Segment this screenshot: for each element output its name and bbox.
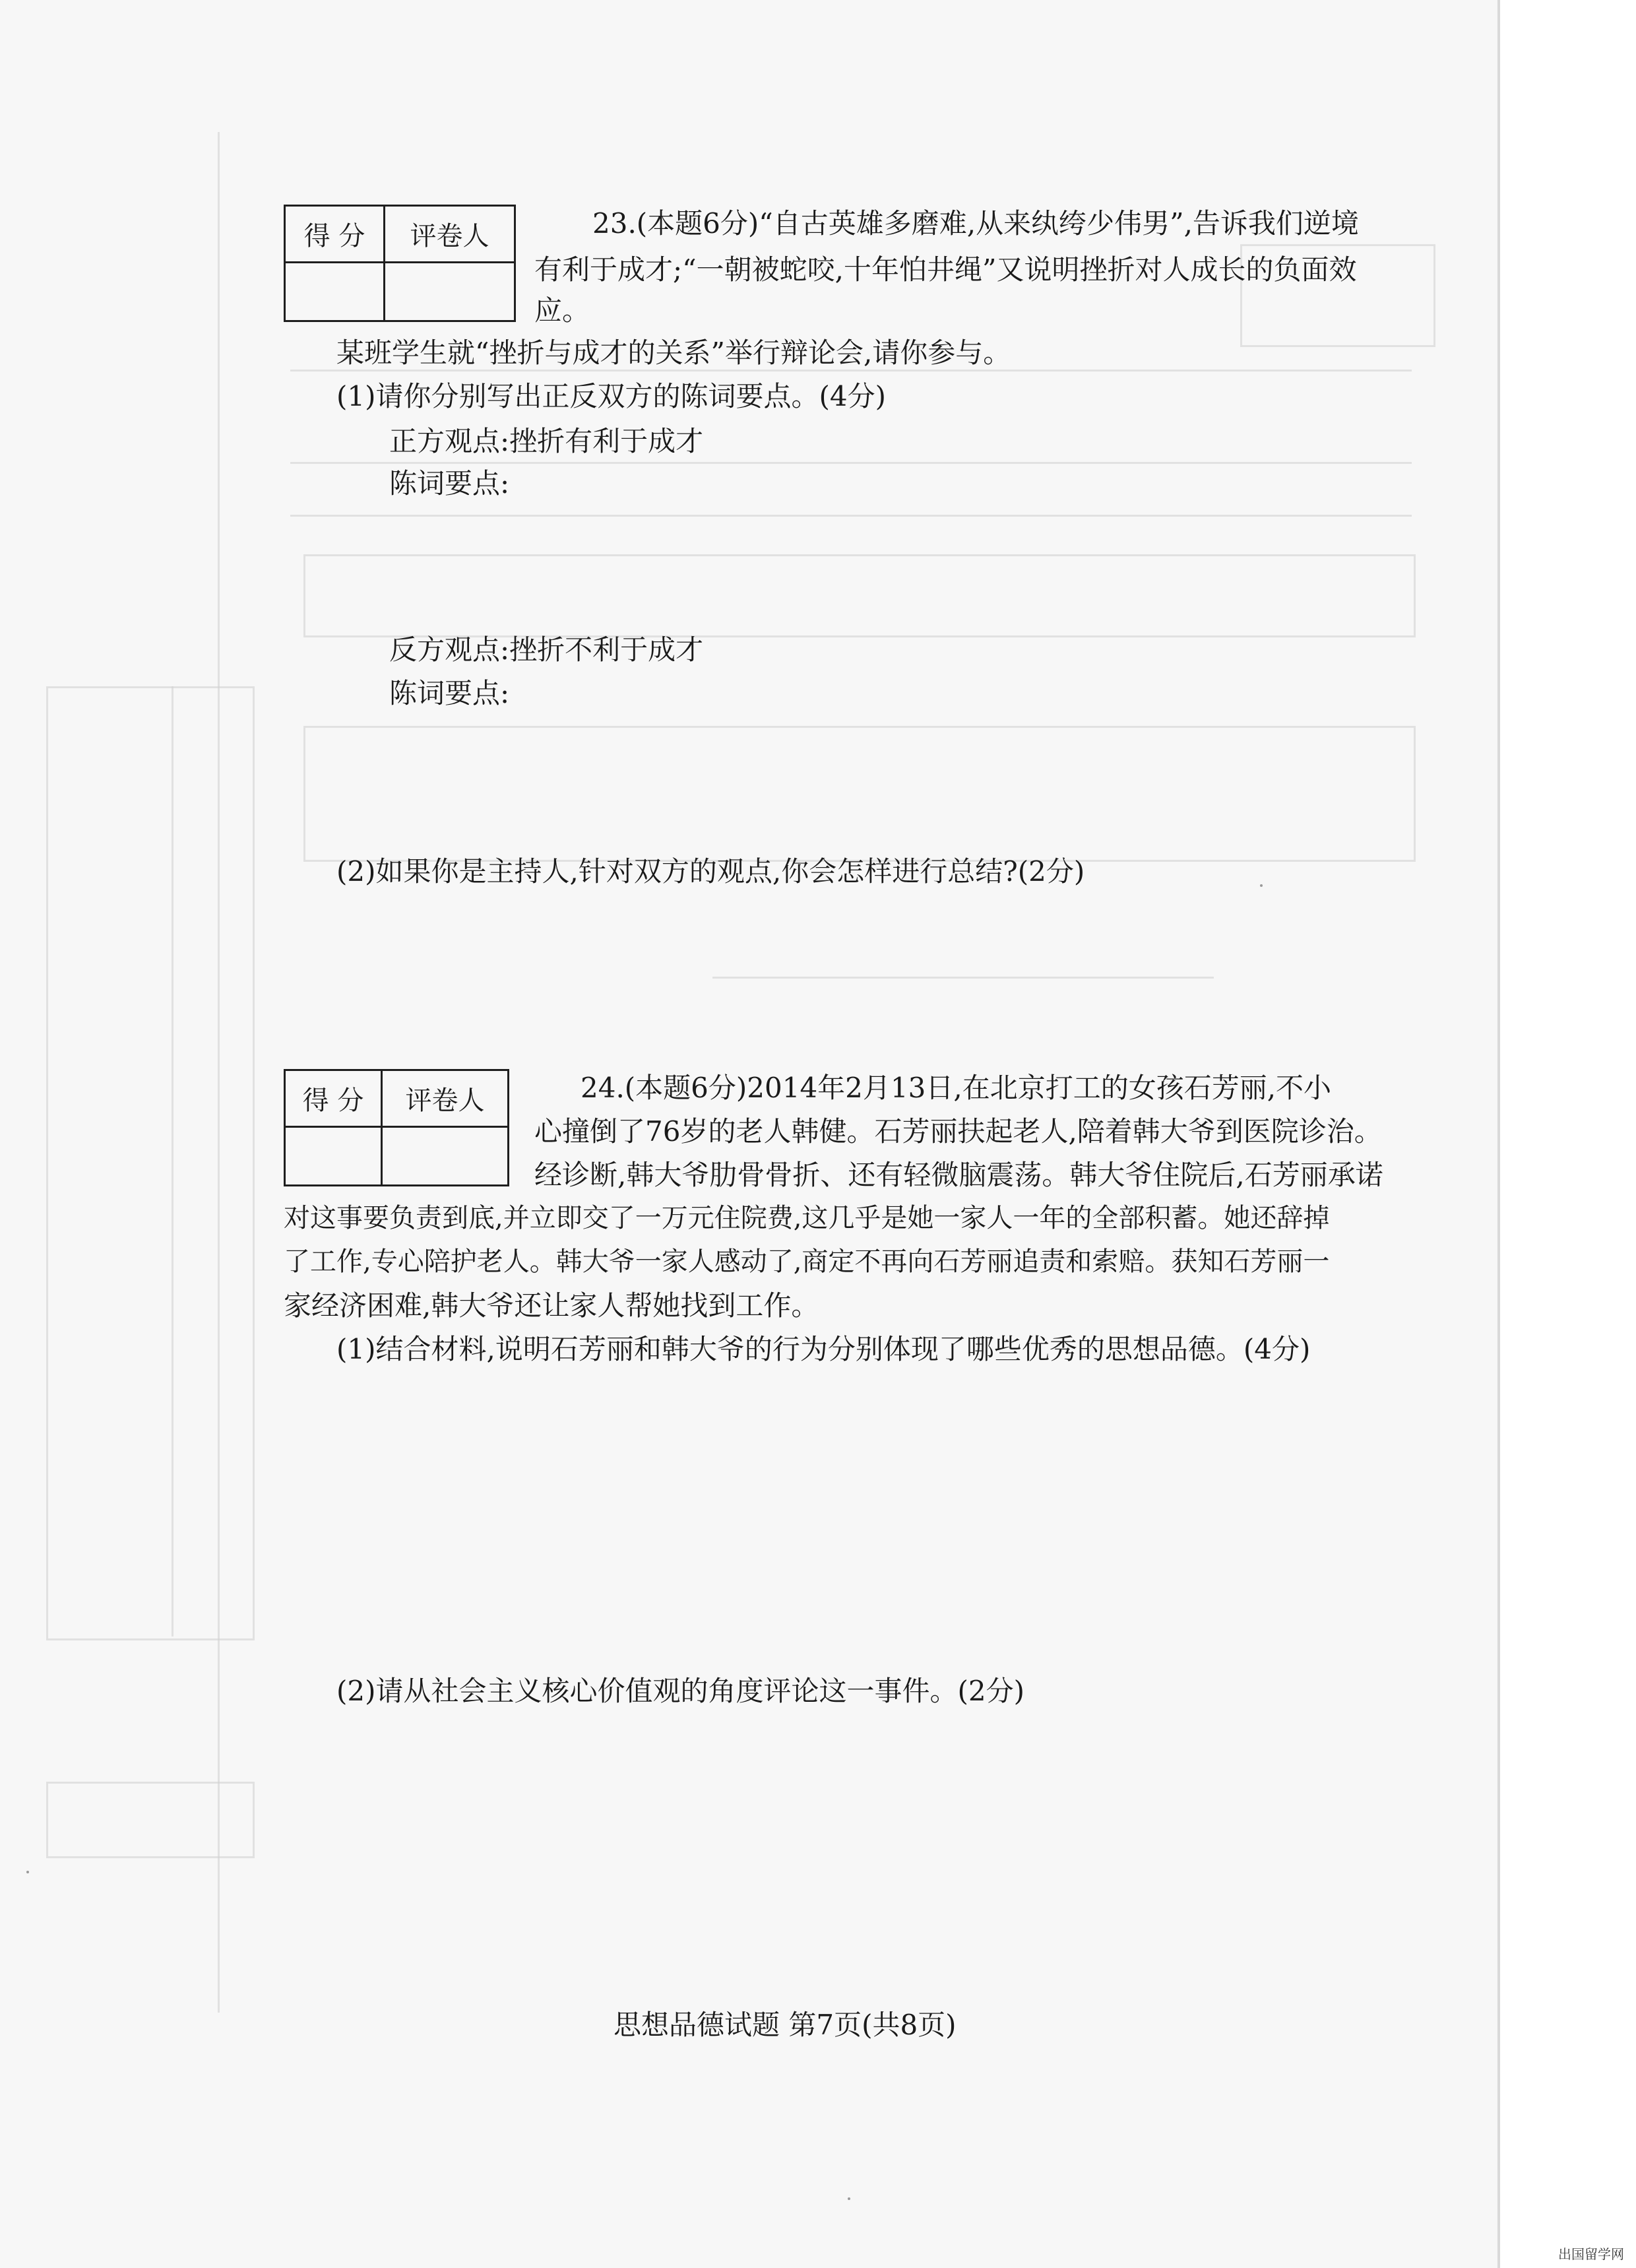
q23-con-view: 反方观点:挫折不利于成才 [389, 633, 704, 666]
q23-pro-view: 正方观点:挫折有利于成才 [389, 425, 704, 457]
page-edge [1497, 0, 1500, 2268]
score-table-q23 [284, 205, 516, 322]
scan-speck [848, 2197, 850, 2200]
q24-answer-area-virtues[interactable] [336, 1379, 1392, 1656]
q23-line-1: 23.(本题6分)“自古英雄多磨难,从来纨绔少伟男”,告诉我们逆境 [592, 207, 1359, 240]
q23-line-2: 有利于成才;“一朝被蛇咬,十年怕井绳”又说明挫折对人成长的负面效 [534, 253, 1357, 286]
q24-line-5: 了工作,专心陪护老人。韩大爷一家人感动了,商定不再向石芳丽追责和索赔。获知石芳丽一 [284, 1247, 1330, 1277]
grader-cell[interactable] [385, 263, 515, 321]
q24-line-3: 经诊断,韩大爷肋骨骨折、还有轻微脑震荡。韩大爷住院后,石芳丽承诺 [534, 1159, 1383, 1191]
grader-label: 评卷人 [382, 1070, 509, 1127]
q24-sub-question-2: (2)请从社会主义核心价值观的角度评论这一事件。(2分) [336, 1675, 1024, 1707]
grader-label: 评卷人 [385, 206, 515, 263]
page-footer: 思想品德试题 第7页(共8页) [614, 2009, 957, 2041]
score-label: 得 分 [285, 206, 385, 263]
q23-answer-area-summary[interactable] [336, 897, 1392, 1043]
q23-line-3: 应。 [534, 294, 590, 327]
watermark: 出国留学网 [1558, 2246, 1624, 2262]
q24-line-4: 对这事要负责到底,并立即交了一万元住院费,这几乎是她一家人一年的全部积蓄。她还辞掉 [284, 1203, 1330, 1233]
q24-line-1: 24.(本题6分)2014年2月13日,在北京打工的女孩石芳丽,不小 [581, 1072, 1332, 1104]
q24-answer-area-comment[interactable] [336, 1722, 1392, 1920]
scan-speck [1260, 884, 1263, 887]
q23-sub-question-1: (1)请你分别写出正反双方的陈词要点。(4分) [336, 380, 886, 412]
grader-cell[interactable] [382, 1127, 509, 1186]
q24-line-2: 心撞倒了76岁的老人韩健。石芳丽扶起老人,陪着韩大爷到医院诊治。 [534, 1115, 1382, 1148]
q24-line-6: 家经济困难,韩大爷还让家人帮她找到工作。 [284, 1289, 819, 1322]
q23-answer-area-con[interactable] [389, 719, 1379, 838]
bleed-through-rule [290, 462, 1412, 464]
score-table-q24 [284, 1069, 509, 1186]
bleed-through-rule [218, 132, 220, 2013]
q23-intro: 某班学生就“挫折与成才的关系”举行辩论会,请你参与。 [336, 337, 1011, 369]
score-cell[interactable] [285, 263, 385, 321]
q23-pro-points: 陈词要点: [389, 467, 510, 500]
q24-sub-question-1: (1)结合材料,说明石芳丽和韩大爷的行为分别体现了哪些优秀的思想品德。(4分) [336, 1333, 1311, 1365]
bleed-through-margin-box [46, 1782, 255, 1858]
bleed-through-rule [172, 686, 173, 1636]
score-cell[interactable] [285, 1127, 382, 1186]
q23-con-points: 陈词要点: [389, 677, 510, 709]
bleed-through-margin-box [46, 686, 255, 1640]
q23-sub-question-2: (2)如果你是主持人,针对双方的观点,你会怎样进行总结?(2分) [336, 855, 1085, 888]
q23-answer-area-pro[interactable] [389, 508, 1379, 627]
scan-speck [26, 1871, 29, 1873]
score-label: 得 分 [285, 1070, 382, 1127]
bleed-through-rule [290, 370, 1412, 372]
